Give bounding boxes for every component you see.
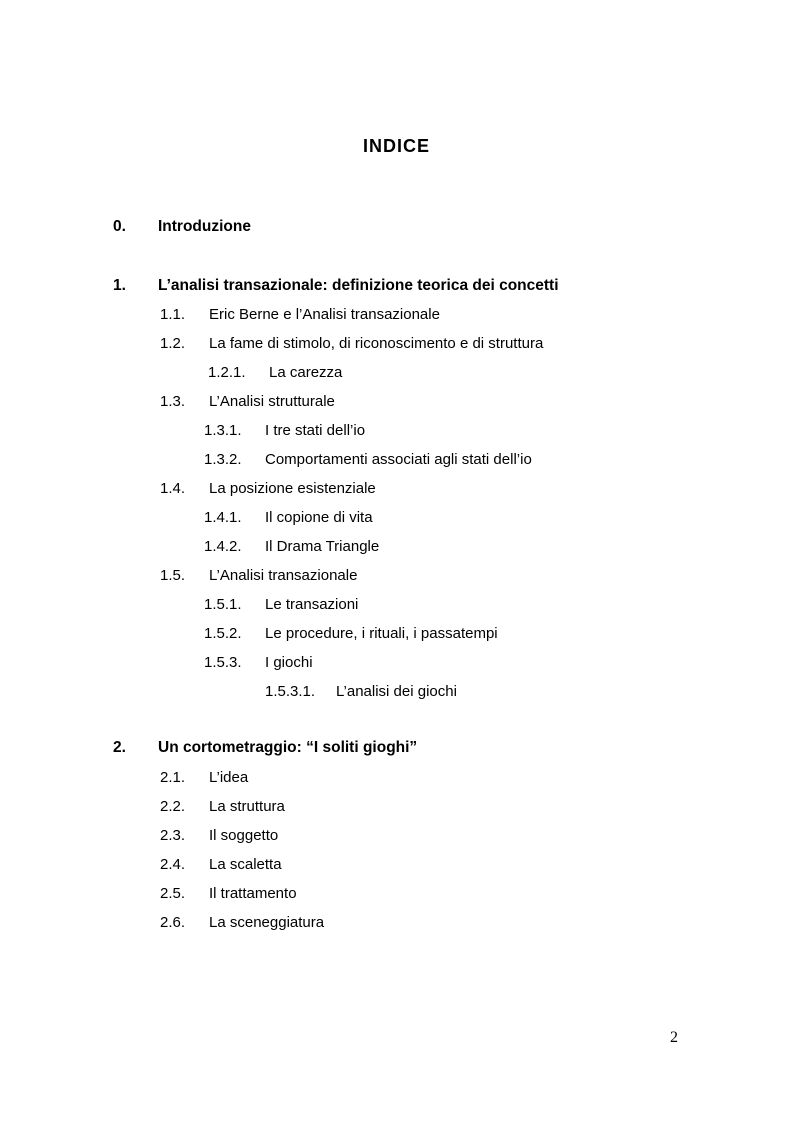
toc-entry-number: 1.5.3. [204,654,242,671]
toc-entry-number: 1.5. [160,567,186,584]
toc-entry-number: 2.1. [160,769,186,786]
toc-entry-number: 1.4.2. [204,538,242,555]
toc-entry-text: L’Analisi transazionale [209,567,358,584]
toc-entry-text: L’analisi dei giochi [336,683,457,700]
toc-entry-number: 0. [113,218,126,235]
toc-entry-number: 1.5.3.1. [265,683,316,700]
toc-entry-text: Comportamenti associati agli stati dell’io [265,451,532,468]
toc-entry-text: Il trattamento [209,885,297,902]
toc-entry-number: 1.3.2. [204,451,242,468]
toc-entry-number: 1.4. [160,480,186,497]
page-number: 2 [670,1029,678,1046]
toc-entry-text: Le procedure, i rituali, i passatempi [265,625,498,642]
toc-entry-text: Eric Berne e l’Analisi transazionale [209,306,440,323]
toc-entry-text: L’analisi transazionale: definizione teorica dei concetti [158,277,559,294]
toc-entry-text: Un cortometraggio: “I soliti gioghi” [158,739,418,756]
toc-entry-text: Introduzione [158,218,251,235]
toc-entry-text: La scaletta [209,856,282,873]
toc-entry-text: La posizione esistenziale [209,480,376,497]
toc-entry-number: 2.3. [160,827,186,844]
toc-entry-text: L’idea [209,769,249,786]
toc-entry-number: 1.4.1. [204,509,242,526]
toc-entry-text: L’Analisi strutturale [209,393,335,410]
toc-entry-text: La sceneggiatura [209,914,325,931]
toc-entry-number: 1.2.1. [208,364,246,381]
toc-entry-number: 1. [113,277,126,294]
toc-entry-text: Il copione di vita [265,509,373,526]
toc-entry-text: Il Drama Triangle [265,538,380,555]
page-title: INDICE [362,136,430,156]
toc-entry-number: 2.4. [160,856,186,873]
toc-entry-number: 1.2. [160,335,186,352]
toc-entry-number: 2.6. [160,914,186,931]
toc-entry-text: La carezza [269,364,343,381]
toc-entry-number: 1.5.1. [204,596,242,613]
toc-entry-number: 2. [113,739,126,756]
toc-entry-text: La fame di stimolo, di riconoscimento e di struttura [209,335,544,352]
toc-entry-text: Le transazioni [265,596,359,613]
toc-entry-text: I tre stati dell’io [265,422,366,439]
toc-entry-number: 1.3.1. [204,422,242,439]
toc-entry-text: I giochi [265,654,313,671]
toc-entry-number: 2.5. [160,885,186,902]
toc-entry-number: 1.1. [160,306,186,323]
toc-entry-number: 1.5.2. [204,625,242,642]
toc-entry-text: Il soggetto [209,827,279,844]
toc-entry-number: 1.3. [160,393,186,410]
toc-entry-number: 2.2. [160,798,186,815]
toc-entry-text: La struttura [209,798,285,815]
